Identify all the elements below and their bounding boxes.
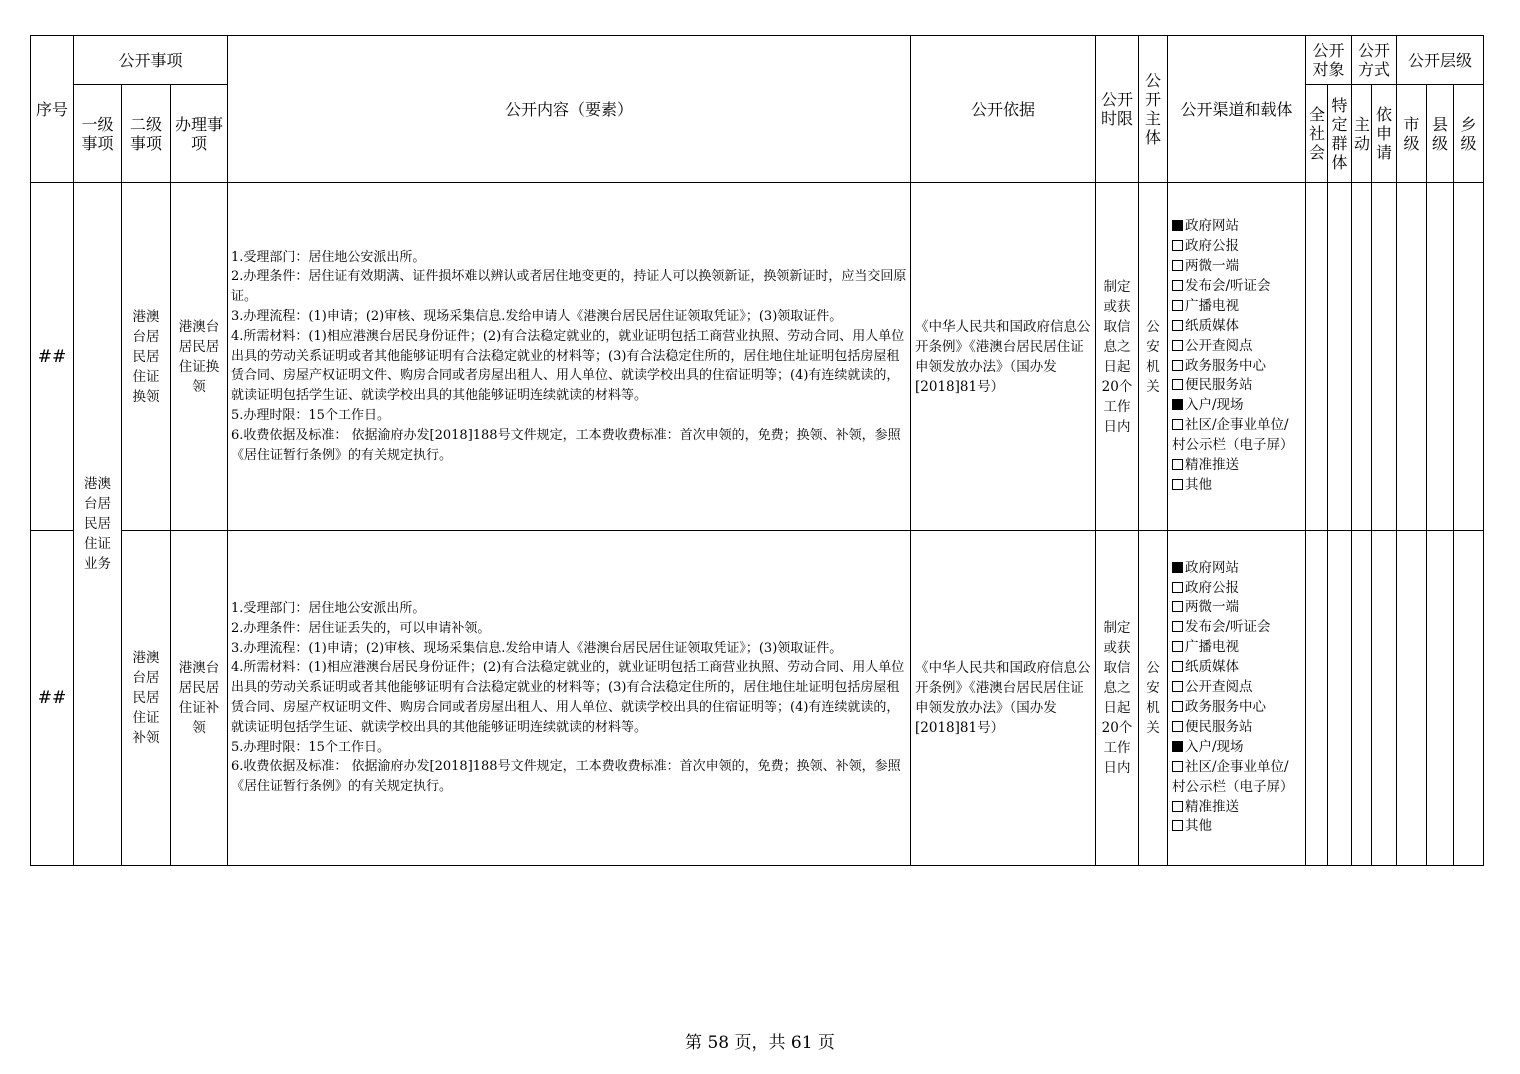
channel-item [1172, 579, 1301, 599]
table-row [31, 183, 1484, 531]
channel-label: 纸质媒体 [1185, 317, 1239, 334]
unchecked-box-icon [1172, 419, 1183, 430]
table-row [31, 531, 1484, 866]
checked-box-icon [1172, 399, 1183, 410]
cell-level-town [1454, 531, 1484, 866]
channel-item [1172, 718, 1301, 738]
unchecked-box-icon [1172, 582, 1183, 593]
row-seq: ## [31, 183, 74, 531]
cell-target-specific [1328, 531, 1352, 866]
unchecked-box-icon [1172, 820, 1183, 831]
header-level-town: 乡级 [1454, 85, 1484, 183]
unchecked-box-icon [1172, 801, 1183, 812]
header-method-request: 依申请 [1372, 85, 1397, 183]
cell-level-city [1397, 183, 1427, 531]
checked-box-icon [1172, 562, 1183, 573]
channel-item [1172, 638, 1301, 658]
header-handle: 办理事项 [171, 85, 228, 183]
cell-target-all [1306, 183, 1328, 531]
unchecked-box-icon [1172, 320, 1183, 331]
channel-item [1172, 817, 1301, 837]
header-level2: 二级事项 [122, 85, 171, 183]
row-content [228, 531, 911, 866]
unchecked-box-icon [1172, 340, 1183, 351]
content-line: 2.办理条件：居住证有效期满、证件损坏难以辨认或者居住地变更的，持证人可以换领新证，换领新证时，应当交回原证。 [231, 269, 907, 305]
channel-item [1172, 738, 1301, 758]
header-time: 公开时限 [1096, 36, 1139, 183]
unchecked-box-icon [1172, 761, 1183, 772]
channel-item [1172, 559, 1301, 579]
row-handle: 港澳台居民居住证换领 [171, 183, 228, 531]
unchecked-box-icon [1172, 379, 1183, 390]
channel-label: 社区/企事业单位/村公示栏（电子屏） [1172, 417, 1294, 454]
header-target-specific: 特定群体 [1328, 85, 1352, 183]
unchecked-box-icon [1172, 701, 1183, 712]
header-matters: 公开事项 [74, 36, 228, 85]
channel-label: 便民服务站 [1185, 718, 1253, 735]
channel-item [1172, 297, 1301, 317]
unchecked-box-icon [1172, 479, 1183, 490]
header-method: 公开方式 [1352, 36, 1397, 85]
channel-label: 政府网站 [1185, 559, 1239, 576]
row-channels [1168, 183, 1306, 531]
channel-label: 政府公报 [1185, 579, 1239, 596]
channel-label: 公开查阅点 [1185, 337, 1253, 354]
checked-box-icon [1172, 220, 1183, 231]
content-line: 1.受理部门：居住地公安派出所。 [231, 249, 426, 265]
row-time: 制定或获取信息之日起20个工作日内 [1096, 183, 1139, 531]
unchecked-box-icon [1172, 280, 1183, 291]
channel-label: 政务服务中心 [1185, 357, 1266, 374]
cell-method-active [1352, 183, 1372, 531]
header-level-city: 市级 [1397, 85, 1427, 183]
header-level-county: 县级 [1427, 85, 1454, 183]
content-line: 3.办理流程：(1)申请；(2)审核、现场采集信息.发给申请人《港澳台居民居住证领取凭证》；(3)领取证件。 [231, 309, 843, 324]
channel-label: 其他 [1185, 818, 1212, 835]
channel-label: 纸质媒体 [1185, 659, 1239, 676]
content-line: 6.收费依据及标准： 依据渝府办发[2018]188号文件规定，工本费收费标准：首次申领的，免费；换领、补领，参照《居住证暂行条例》的有关规定执行。 [231, 427, 901, 463]
channel-label: 精准推送 [1185, 798, 1239, 815]
content-line: 2.办理条件：居住证丢失的，可以申请补领。 [231, 620, 491, 636]
cell-target-specific [1328, 183, 1352, 531]
channel-label: 入户/现场 [1185, 738, 1244, 755]
header-content: 公开内容（要素） [228, 36, 911, 183]
channel-label: 政府网站 [1185, 218, 1239, 235]
channel-list [1172, 217, 1301, 496]
content-line: 4.所需材料：(1)相应港澳台居民身份证件；(2)有合法稳定就业的，就业证明包括工商营业执照、劳动合同、用人单位出具的劳动关系证明或者其他能够证明有合法稳定就业的材料等；(3)有合法稳定住所的，居住地住址证明包括房屋租赁合同、房屋产权证明文件、购房合同或者房屋出租人、用人单位、就读学校出具的住宿证明等；(4)有连续就读的，就读证明包括学生证、就读学校出具的其他能够证明连续就读的材料等。 [231, 660, 905, 735]
channel-item [1172, 416, 1301, 456]
channel-item [1172, 456, 1301, 476]
unchecked-box-icon [1172, 459, 1183, 470]
channel-label: 广播电视 [1185, 297, 1239, 314]
unchecked-box-icon [1172, 621, 1183, 632]
content-line: 1.受理部门：居住地公安派出所。 [231, 601, 426, 617]
channel-label: 精准推送 [1185, 457, 1239, 474]
channel-item [1172, 678, 1301, 698]
channel-item [1172, 337, 1301, 357]
header-target: 公开对象 [1306, 36, 1352, 85]
channel-item [1172, 658, 1301, 678]
header-level1: 一级事项 [74, 85, 122, 183]
header-channels: 公开渠道和载体 [1168, 36, 1306, 183]
row-subject: 公安机关 [1139, 531, 1168, 866]
content-line: 4.所需材料：(1)相应港澳台居民身份证件；(2)有合法稳定就业的，就业证明包括工商营业执照、劳动合同、用人单位出具的劳动关系证明或者其他能够证明有合法稳定就业的材料等；(3)有合法稳定住所的，居住地住址证明包括房屋租赁合同、房屋产权证明文件、购房合同或者房屋出租人、用人单位、就读学校出具的住宿证明等；(4)有连续就读的，就读证明包括学生证、就读学校出具的其他能够证明连续就读的材料等。 [231, 328, 905, 404]
channel-item [1172, 758, 1301, 798]
unchecked-box-icon [1172, 260, 1183, 271]
channel-item [1172, 277, 1301, 297]
header-level: 公开层级 [1397, 36, 1484, 85]
channel-label: 社区/企事业单位/村公示栏（电子屏） [1172, 758, 1294, 795]
cell-level-county [1427, 531, 1454, 866]
level1-item: 港澳台居民居住证业务 [74, 183, 122, 866]
channel-label: 两微一端 [1185, 599, 1239, 616]
channel-label: 其他 [1185, 476, 1212, 493]
channel-list [1172, 559, 1301, 838]
unchecked-box-icon [1172, 240, 1183, 251]
cell-method-request [1372, 183, 1397, 531]
channel-item [1172, 598, 1301, 618]
header-method-active: 主动 [1352, 85, 1372, 183]
unchecked-box-icon [1172, 360, 1183, 371]
channel-item [1172, 257, 1301, 277]
page-footer: 第 58 页，共 61 页 [685, 1033, 835, 1053]
header-subject: 公开主体 [1139, 36, 1168, 183]
channel-item [1172, 376, 1301, 396]
checked-box-icon [1172, 741, 1183, 752]
channel-item [1172, 237, 1301, 257]
channel-label: 政务服务中心 [1185, 699, 1266, 715]
channel-item [1172, 357, 1301, 377]
channel-label: 广播电视 [1185, 639, 1239, 656]
channel-label: 政府公报 [1185, 238, 1239, 255]
row-level2: 港澳台居民居住证换领 [122, 183, 171, 531]
row-content [228, 183, 911, 531]
channel-item [1172, 396, 1301, 416]
row-subject: 公安机关 [1139, 183, 1168, 531]
channel-label: 发布会/听证会 [1185, 277, 1271, 294]
channel-label: 入户/现场 [1185, 397, 1244, 414]
channel-item [1172, 698, 1301, 718]
unchecked-box-icon [1172, 681, 1183, 692]
channel-item [1172, 317, 1301, 337]
cell-method-request [1372, 531, 1397, 866]
channel-label: 发布会/听证会 [1185, 619, 1271, 636]
channel-item [1172, 476, 1301, 496]
content-line: 3.办理流程：(1)申请；(2)审核、现场采集信息.发给申请人《港澳台居民居住证领取凭证》；(3)领取证件。 [231, 640, 843, 656]
unchecked-box-icon [1172, 601, 1183, 612]
unchecked-box-icon [1172, 641, 1183, 652]
row-time: 制定或获取信息之日起20个工作日内 [1096, 531, 1139, 866]
channel-item [1172, 217, 1301, 237]
row-basis: 《中华人民共和国政府信息公开条例》《港澳台居民居住证申领发放办法》（国办发[2018]81号） [911, 183, 1096, 531]
row-basis: 《中华人民共和国政府信息公开条例》《港澳台居民居住证申领发放办法》（国办发[2018]81号） [911, 531, 1096, 866]
channel-label: 便民服务站 [1185, 377, 1253, 394]
channel-label: 公开查阅点 [1185, 679, 1253, 696]
content-line: 5.办理时限：15个工作日。 [231, 407, 390, 423]
row-handle: 港澳台居民居住证补领 [171, 531, 228, 866]
disclosure-table [30, 35, 1484, 866]
channel-item [1172, 798, 1301, 818]
cell-level-city [1397, 531, 1427, 866]
channel-label: 两微一端 [1185, 257, 1239, 274]
unchecked-box-icon [1172, 300, 1183, 311]
cell-method-active [1352, 531, 1372, 866]
channel-item [1172, 618, 1301, 638]
cell-level-town [1454, 183, 1484, 531]
unchecked-box-icon [1172, 661, 1183, 672]
content-line: 6.收费依据及标准： 依据渝府办发[2018]188号文件规定，工本费收费标准：首次申领的，免费；换领、补领，参照《居住证暂行条例》的有关规定执行。 [231, 759, 901, 795]
header-target-all: 全社会 [1306, 85, 1328, 183]
header-basis: 公开依据 [911, 36, 1096, 183]
header-seq: 序号 [31, 36, 74, 183]
unchecked-box-icon [1172, 721, 1183, 732]
row-level2: 港澳台居民居住证补领 [122, 531, 171, 866]
row-seq: ## [31, 531, 74, 866]
content-line: 5.办理时限：15个工作日。 [231, 739, 390, 755]
cell-level-county [1427, 183, 1454, 531]
row-channels [1168, 531, 1306, 866]
cell-target-all [1306, 531, 1328, 866]
